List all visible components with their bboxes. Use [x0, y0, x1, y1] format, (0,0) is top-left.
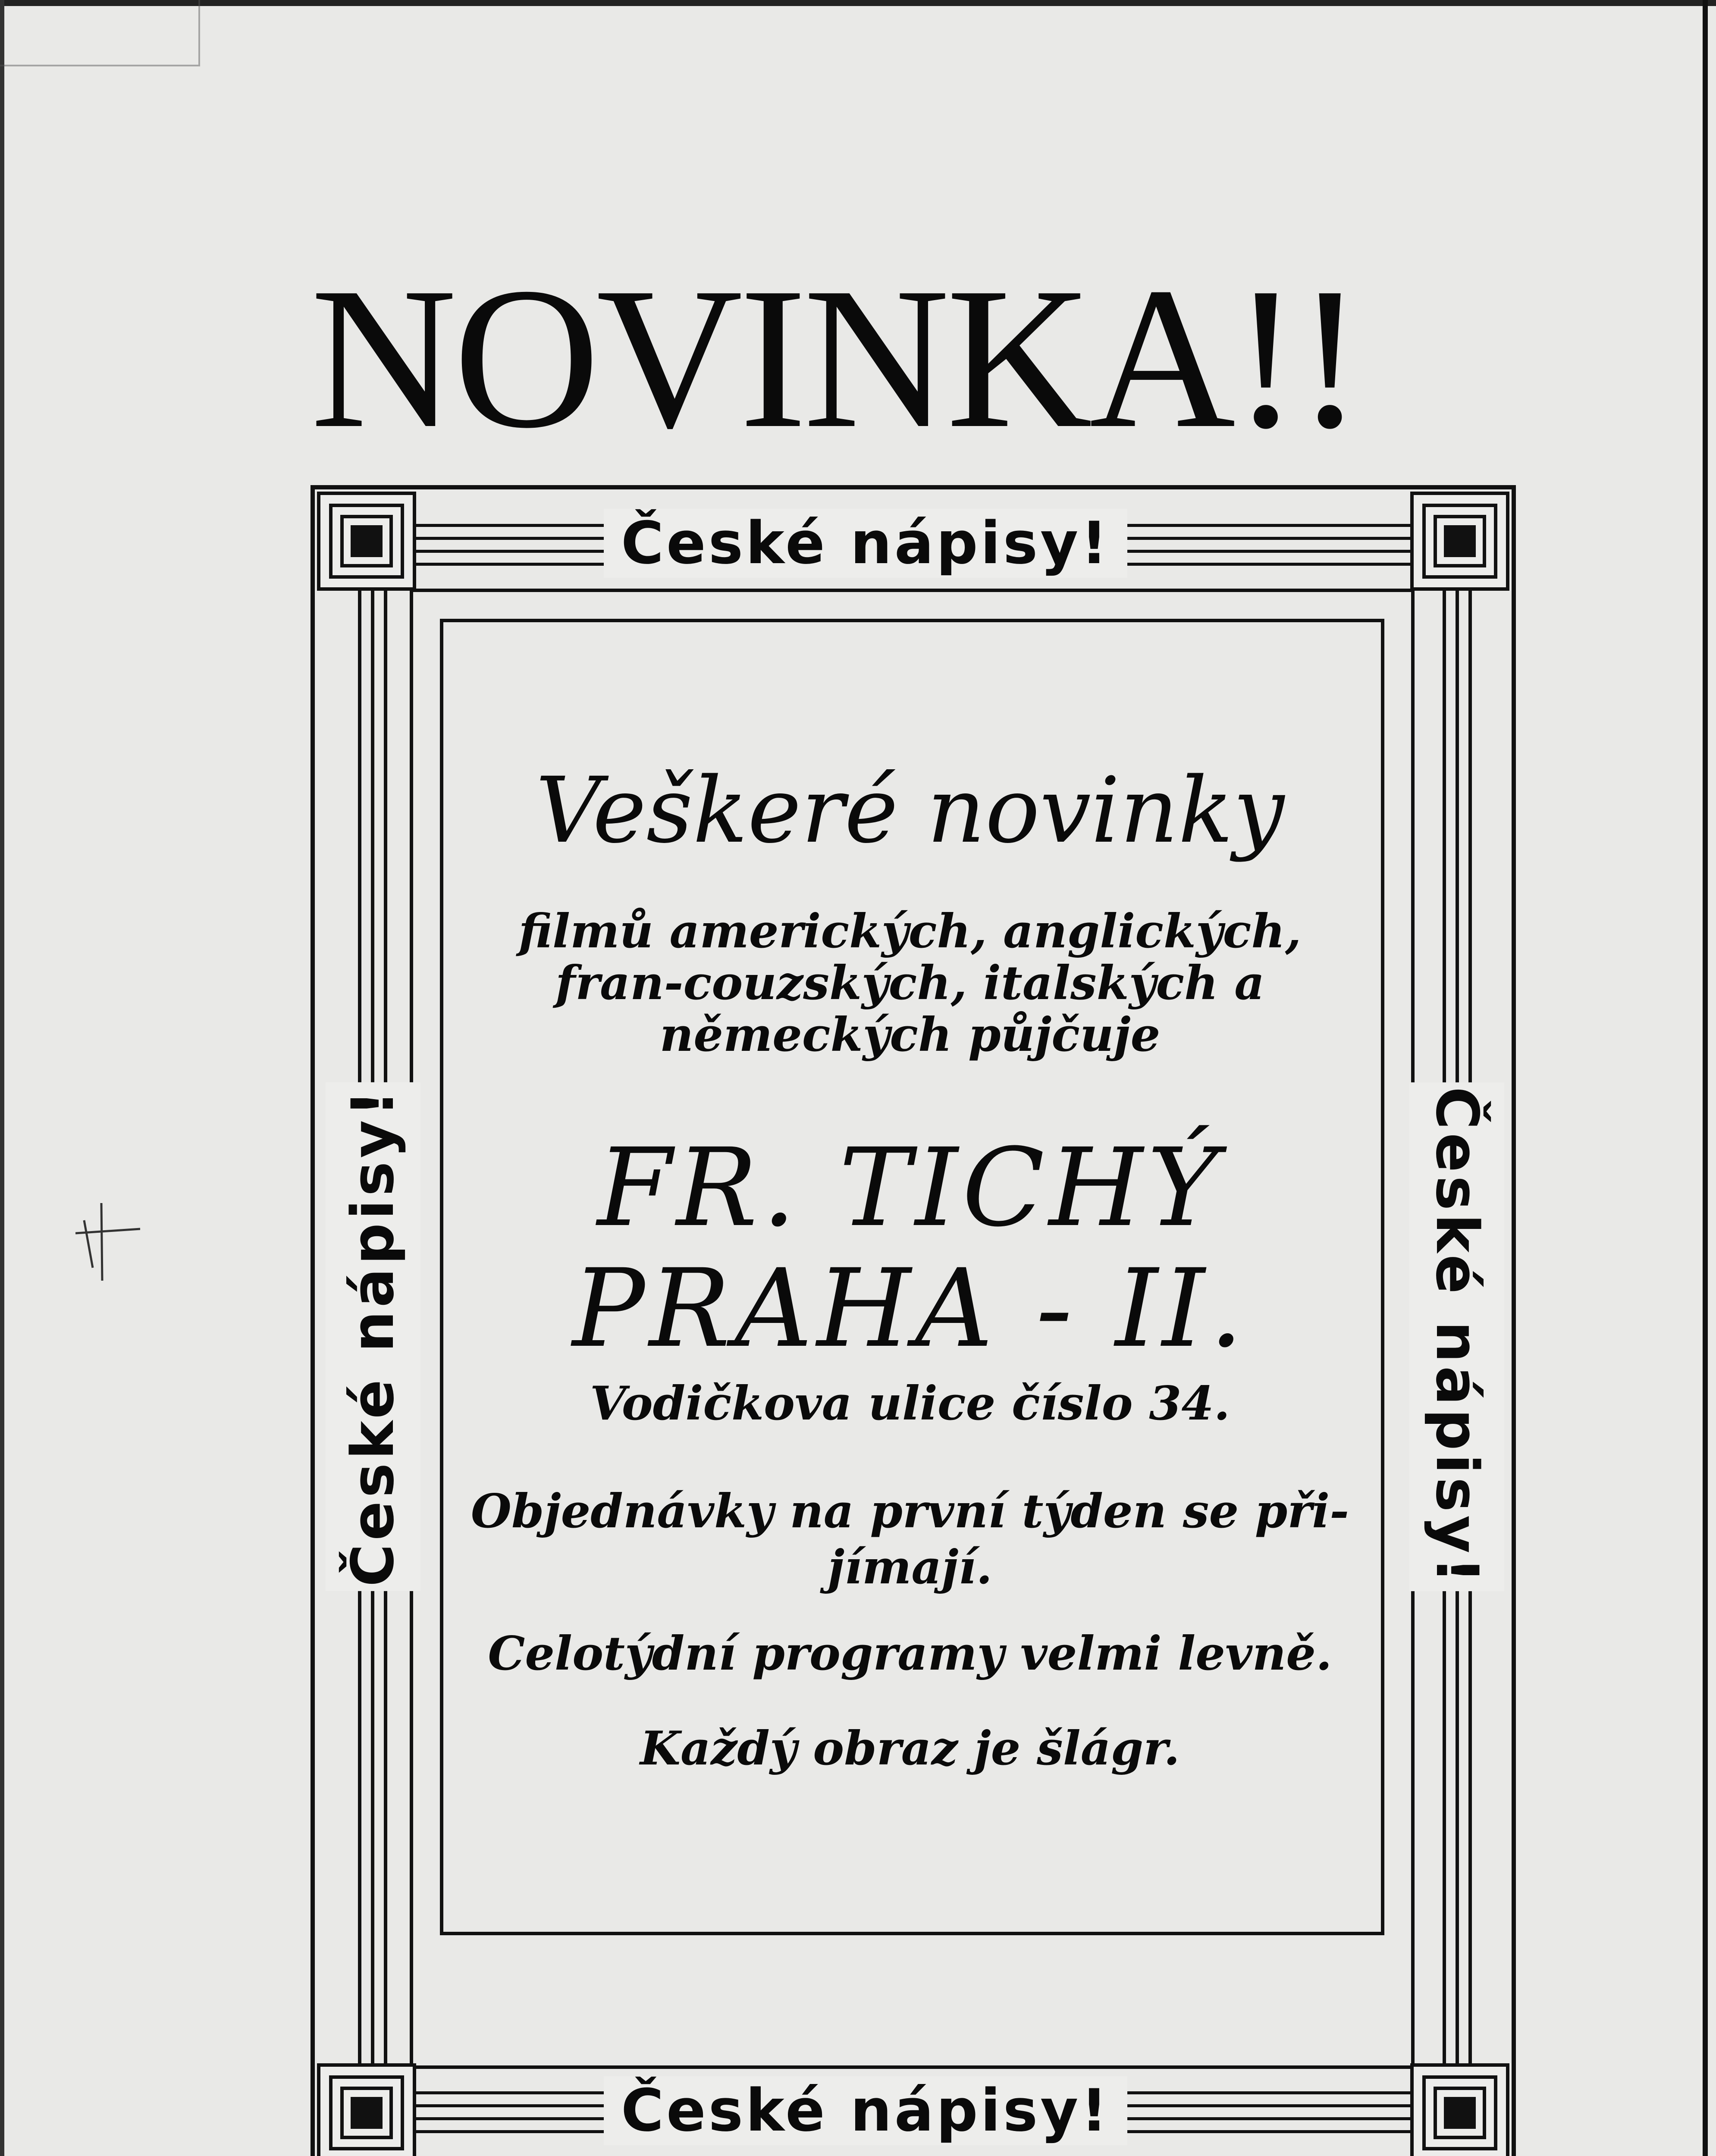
- corner-ornament-bottom-left: [317, 2063, 416, 2156]
- company-address: Vodičkova ulice číslo 34.: [590, 1376, 1230, 1431]
- corner-ornament-bottom-right: [1410, 2063, 1509, 2156]
- side-right-text: České nápisy!: [1409, 1082, 1504, 1591]
- band-bottom-text: České nápisy!: [604, 2076, 1127, 2145]
- side-left-text: České nápisy!: [326, 1082, 420, 1591]
- inner-box-left: [440, 619, 443, 1935]
- advert-title: Veškeré novinky: [536, 758, 1284, 863]
- pencil-cross-mark: [75, 1203, 140, 1281]
- company-city: PRAHA - II.: [572, 1246, 1248, 1371]
- scan-edge-left: [0, 0, 4, 2156]
- company-name: FR. TICHÝ: [597, 1125, 1223, 1250]
- scan-corner-stamp: [0, 0, 200, 66]
- corner-ornament-top-left: [317, 492, 416, 591]
- band-top-inner-border: [410, 589, 1415, 592]
- band-bottom-inner-border: [410, 2065, 1415, 2069]
- scan-edge-top: [0, 0, 1716, 6]
- frame-outer-right: [1512, 485, 1516, 2156]
- orders-note: Objednávky na první týden se při-jímají.: [471, 1484, 1349, 1595]
- headline: NOVINKA!!: [311, 245, 1361, 470]
- programs-note: Celotýdní programy velmi levně.: [488, 1626, 1332, 1681]
- frame-outer-left: [311, 485, 315, 2156]
- band-top-text: České nápisy!: [604, 509, 1127, 578]
- inner-box-right: [1381, 619, 1384, 1935]
- scan-edge-right: [1703, 0, 1708, 2156]
- corner-ornament-top-right: [1410, 492, 1509, 591]
- slogan: Každý obraz je šlágr.: [640, 1721, 1180, 1776]
- inner-box-top: [440, 619, 1384, 622]
- inner-box-bottom: [440, 1932, 1384, 1935]
- frame-outer-top: [311, 485, 1516, 489]
- advert-films-text: filmů amerických, anglických, fran-couzských, italských a německých půjčuje: [518, 904, 1302, 1062]
